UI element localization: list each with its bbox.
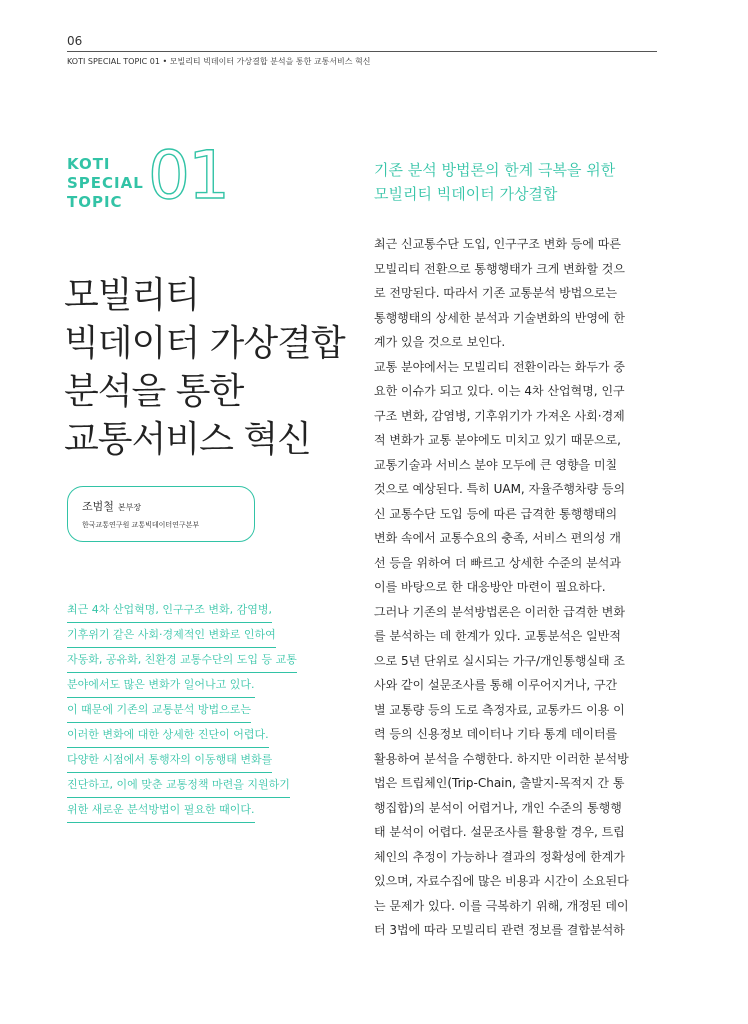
body-line: 구조 변화, 감염병, 기후위기가 가져온 사회·경제	[374, 408, 625, 423]
running-title: KOTI SPECIAL TOPIC 01 • 모빌리티 빅데이터 가상결합 분석을 통한 교통서비스 혁신	[67, 57, 371, 66]
body-line: 사와 같이 설문조사를 통해 이루어지거나, 구간	[374, 678, 618, 692]
body-line: 체인의 추정이 가능하나 결과의 정확성에 한계가	[374, 849, 625, 864]
body-line: 터 3법에 따라 모빌리티 관련 정보를 결합분석하	[374, 923, 625, 937]
series-badge	[67, 155, 144, 212]
body-line: 모빌리티 전환으로 통행행태가 크게 변화할 것으	[374, 261, 625, 276]
summary-line: 기후위기 같은 사회·경제적인 변화로 인하여	[67, 623, 276, 648]
body-text	[374, 232, 658, 943]
subtitle-line: 기존 분석 방법론의 한계 극복을 위한	[374, 161, 616, 179]
badge-line-topic: TOPIC	[67, 193, 123, 211]
body-line: 최근 신교통수단 도입, 인구구조 변화 등에 따른	[374, 237, 621, 251]
body-line: 계가 있을 것으로 보인다.	[374, 335, 506, 349]
summary-line: 진단하고, 이에 맞춘 교통정책 마련을 지원하기	[67, 773, 290, 798]
body-line: 로 전망된다. 따라서 기존 교통분석 방법으로는	[374, 286, 618, 300]
article-title	[64, 272, 345, 464]
summary-line: 자동화, 공유화, 친환경 교통수단의 도입 등 교통	[67, 648, 297, 673]
body-line: 통행행태의 상세한 분석과 기술변화의 반영에 한	[374, 310, 625, 325]
body-line: 법은 트립체인(Trip-Chain, 출발지-목적지 간 통	[374, 776, 625, 790]
summary-line: 이러한 변화에 대한 상세한 진단이 어렵다.	[67, 723, 269, 748]
summary-line: 분야에서도 많은 변화가 일어나고 있다.	[67, 673, 255, 698]
body-line: 는 문제가 있다. 이를 극복하기 위해, 개정된 데이	[374, 898, 629, 913]
body-line: 교통 분야에서는 모빌리티 전환이라는 화두가 중	[374, 359, 625, 374]
summary-block	[67, 598, 329, 823]
header-rule	[67, 51, 657, 52]
body-line: 그러나 기존의 분석방법론은 이러한 급격한 변화	[374, 604, 625, 619]
body-line: 있으며, 자료수집에 많은 비용과 시간이 소요된다	[374, 874, 629, 888]
body-line: 별 교통량 등의 도로 측정자료, 교통카드 이용 이	[374, 702, 625, 717]
body-line: 요한 이슈가 되고 있다. 이는 4차 산업혁명, 인구	[374, 384, 625, 398]
summary-line: 이 때문에 기존의 교통분석 방법으로는	[67, 698, 251, 723]
body-line: 것으로 예상된다. 특히 UAM, 자율주행차량 등의	[374, 482, 626, 496]
body-line: 변화 속에서 교통수요의 충족, 서비스 편의성 개	[374, 531, 621, 545]
title-line: 빅데이터 가상결합	[64, 323, 345, 364]
body-line: 으로 5년 단위로 실시되는 가구/개인통행실태 조	[374, 653, 625, 668]
badge-line-koti: KOTI	[67, 155, 111, 173]
author-box	[67, 486, 255, 542]
title-line: 교통서비스 혁신	[64, 419, 311, 460]
topic-number: 01	[148, 137, 228, 214]
page-number: 06	[67, 34, 83, 48]
body-line: 이를 바탕으로 한 대응방안 마련이 필요하다.	[374, 580, 606, 594]
body-line: 활용하여 분석을 수행한다. 하지만 이러한 분석방	[374, 751, 629, 766]
summary-line: 다양한 시점에서 통행자의 이동행태 변화를	[67, 748, 272, 773]
badge-line-special: SPECIAL	[67, 174, 144, 192]
body-line: 력 등의 신용정보 데이터나 기타 통계 데이터를	[374, 727, 618, 741]
body-line: 교통기술과 서비스 분야 모두에 큰 영향을 미칠	[374, 457, 618, 472]
summary-line: 위한 새로운 분석방법이 필요한 때이다.	[67, 798, 255, 823]
body-line: 태 분석이 어렵다. 설문조사를 활용할 경우, 트립	[374, 825, 625, 839]
title-line: 모빌리티	[64, 275, 200, 316]
summary-line: 최근 4차 산업혁명, 인구구조 변화, 감염병,	[67, 598, 272, 623]
body-line: 신 교통수단 도입 등에 따른 급격한 통행행태의	[374, 506, 618, 521]
subtitle-line: 모빌리티 빅데이터 가상결합	[374, 185, 558, 203]
author-name: 조범철	[82, 500, 114, 513]
author-affiliation: 한국교통연구원 교통빅데이터연구본부	[82, 521, 200, 529]
section-subtitle	[374, 158, 615, 206]
body-line: 선 등을 위하여 더 빠르고 상세한 수준의 분석과	[374, 555, 621, 570]
title-line: 분석을 통한	[64, 371, 244, 412]
body-line: 행집합)의 분석이 어렵거나, 개인 수준의 통행행	[374, 800, 622, 815]
author-position: 본부장	[117, 503, 142, 512]
body-line: 적 변화가 교통 분야에도 미치고 있기 때문으로,	[374, 433, 621, 447]
body-line: 를 분석하는 데 한계가 있다. 교통분석은 일반적	[374, 629, 621, 643]
